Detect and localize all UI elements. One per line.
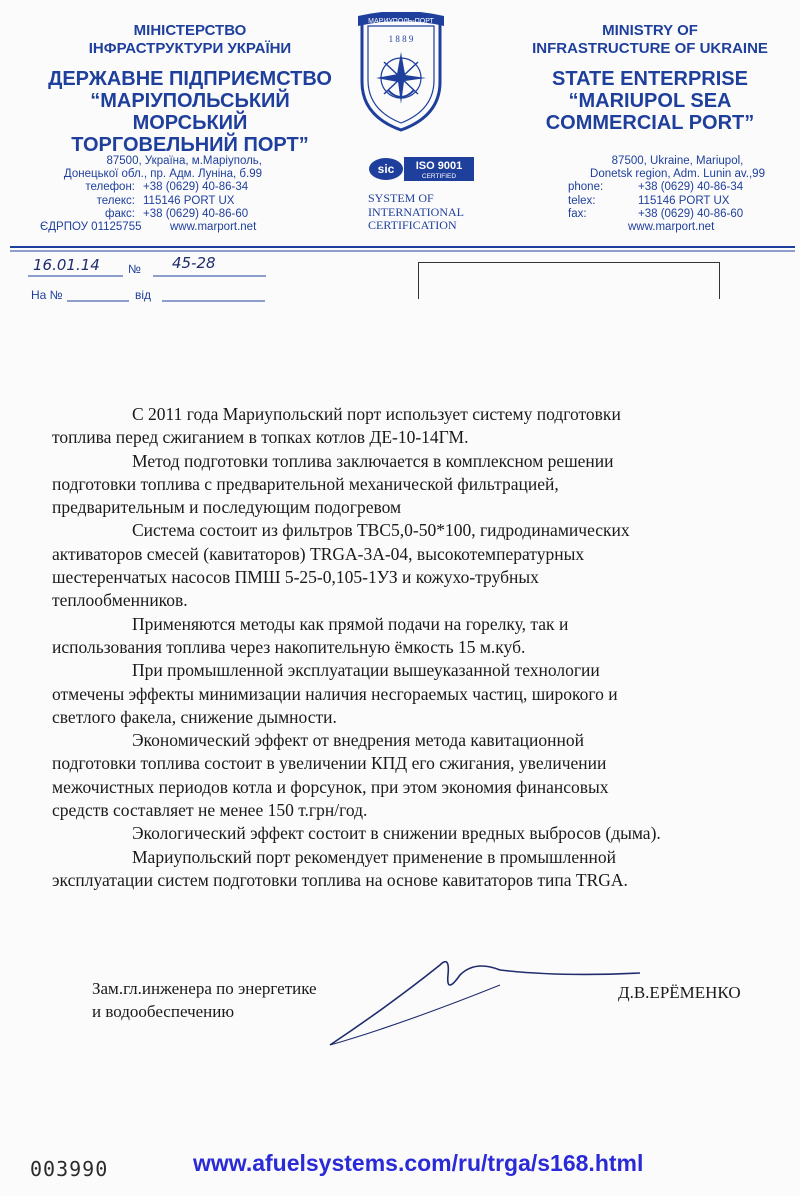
letterhead-left [40, 22, 340, 156]
body-line: подготовки топлива состоит в увеличении КПД его сжигания, увеличении [52, 753, 607, 774]
body-line: топлива перед сжиганием в топках котлов ДЕ-10-14ГМ. [52, 427, 469, 448]
enterprise-line: ДЕРЖАВНЕ ПІДПРИЄМСТВО [48, 68, 332, 90]
fax-value: +38 (0629) 40-86-60 [143, 207, 249, 220]
ministry-line: ІНФРАСТРУКТУРИ УКРАЇНИ [88, 40, 292, 57]
letterhead-right [510, 22, 790, 134]
phone-label: телефон: [85, 181, 135, 194]
telex-row [560, 195, 795, 208]
ministry-name-en [510, 22, 790, 58]
body-line: светлого факела, снижение дымности. [52, 706, 337, 727]
body-paragraph [52, 659, 772, 729]
source-url-link[interactable]: www.afuelsystems.com/ru/trga/s168.html [193, 1150, 644, 1176]
signatory-title-line: Зам.гл.инженера по энергетике [92, 979, 317, 998]
date-underline [28, 275, 268, 279]
sic-logo-text: sic [377, 162, 395, 176]
body-line: использования топлива через накопительную ёмкость 15 м.куб. [52, 636, 526, 657]
body-paragraph [52, 846, 772, 893]
phone-row [30, 181, 280, 194]
ministry-line: INFRASTRUCTURE OF UKRAINE [532, 40, 768, 57]
iso-number: ISO 9001 [415, 160, 463, 172]
telex-row [30, 195, 280, 208]
edrpou-code: ЄДРПОУ 01125755 [40, 221, 142, 234]
phone-value: +38 (0629) 40-86-34 [143, 181, 249, 194]
signatory-title-line: и водообеспечению [92, 1002, 235, 1021]
address-line: Donetsk region, Adm. Lunin av.,99 [590, 168, 765, 181]
signatory-name: Д.В.ЕРЁМЕНКО [618, 983, 741, 1002]
ministry-line: МІНІСТЕРСТВО [133, 22, 247, 39]
address-line: Донецької обл., пр. Адм. Луніна, б.99 [63, 168, 262, 181]
enterprise-line: “МАРІУПОЛЬСЬКИЙ МОРСЬКИЙ [90, 90, 290, 134]
body-line: Мариупольский порт рекомендует применение в промышленной [132, 846, 616, 867]
body-line: отмечены эффекты минимизации наличия несгораемых частиц, широкого и [52, 683, 618, 704]
body-line: Экономический эффект от внедрения метода кавитационной [132, 730, 584, 751]
body-paragraph [52, 729, 772, 822]
body-line: Метод подготовки топлива заключается в комплексном решении [132, 450, 614, 471]
document-serial-number: 003990 [30, 1157, 109, 1181]
telex-value: 115146 PORT UX [638, 194, 730, 207]
enterprise-line: “MARIUPOL SEA [568, 90, 732, 112]
ministry-name-ua [40, 22, 340, 58]
edrpou-row [30, 221, 280, 234]
iso-certified-logo-icon [368, 155, 478, 183]
body-line: С 2011 года Мариупольский порт использует систему подготовки [132, 404, 621, 424]
body-line: подготовки топлива с предварительной механической фильтрацией, [52, 473, 559, 494]
body-line: Применяются методы как прямой подачи на горелку, так и [132, 613, 569, 634]
address-block-en [560, 155, 795, 234]
fax-label: fax: [568, 207, 587, 220]
enterprise-line: ТОРГОВЕЛЬНИЙ ПОРТ” [71, 134, 309, 156]
telex-value: 115146 PORT UX [143, 194, 235, 207]
emblem-name: МАРИУПОЛЬ-ПОРТ [368, 18, 434, 25]
body-paragraph [52, 450, 772, 520]
from-label: від [135, 288, 152, 302]
incoming-number-label: На № [31, 288, 63, 302]
body-paragraph [52, 519, 772, 612]
fax-row [560, 208, 795, 221]
body-line: межочистных периодов котла и форсунок, при этом экономия финансовых [52, 776, 609, 797]
ministry-line: MINISTRY OF [602, 22, 698, 39]
cert-line: INTERNATIONAL [368, 204, 464, 219]
body-line: Система состоит из фильтров ТВС5,0-50*100, гидродинамических [132, 520, 630, 541]
body-line: эксплуатации систем подготовки топлива на основе кавитаторов типа TRGA. [52, 869, 628, 890]
letter-body [52, 403, 772, 892]
body-paragraph [52, 403, 772, 450]
cert-line: SYSTEM OF [368, 191, 434, 205]
fax-row [30, 208, 280, 221]
number-label: № [128, 262, 141, 276]
fax-value: +38 (0629) 40-86-60 [638, 207, 744, 220]
body-paragraph [52, 613, 772, 660]
body-line: предварительным и последующим подогревом [52, 497, 402, 518]
letterhead-divider [10, 245, 795, 255]
address-line: 87500, Україна, м.Маріуполь, [106, 155, 262, 167]
handwritten-number: 45-28 [172, 254, 216, 272]
phone-value: +38 (0629) 40-86-34 [638, 181, 744, 194]
address-block-ua [30, 155, 280, 234]
enterprise-line: STATE ENTERPRISE [552, 68, 748, 90]
enterprise-name-en [510, 68, 790, 134]
telex-label: телекс: [96, 194, 135, 207]
incoming-underline [67, 300, 267, 304]
recipient-address-box [418, 262, 720, 299]
fax-label: факс: [105, 207, 135, 220]
phone-row [560, 181, 795, 194]
enterprise-name-ua [40, 68, 340, 156]
address-line: 87500, Ukraine, Mariupol, [611, 155, 744, 167]
website: www.marport.net [628, 221, 715, 234]
handwritten-date: 16.01.14 [33, 256, 100, 274]
body-line: средств составляет не менее 150 т.грн/год. [52, 800, 368, 821]
body-line: активаторов смесей (кавитаторов) TRGA-3A-04, высокотемпературных [52, 543, 585, 564]
telex-label: telex: [568, 194, 596, 207]
body-line: Экологический эффект состоит в снижении вредных выбросов (дыма). [132, 823, 661, 844]
iso-certified-label: CERTIFIED [421, 173, 457, 180]
iso-certification [368, 155, 478, 233]
emblem-year: 1 8 8 9 [388, 34, 414, 44]
cert-line: CERTIFICATION [368, 218, 457, 232]
website: www.marport.net [170, 221, 257, 234]
anchor-compass-emblem-icon [358, 12, 444, 134]
body-line: При промышленной эксплуатации вышеуказанной технологии [132, 660, 600, 681]
phone-label: phone: [568, 181, 604, 194]
signatory-title [92, 977, 317, 1023]
body-line: шестеренчатых насосов ПМШ 5-25-0,105-1УЗ и кожухо-трубных [52, 567, 539, 588]
body-line: теплообменников. [52, 590, 188, 611]
enterprise-line: COMMERCIAL PORT” [545, 112, 755, 134]
handwritten-signature [300, 945, 660, 1055]
body-paragraph [92, 822, 772, 845]
